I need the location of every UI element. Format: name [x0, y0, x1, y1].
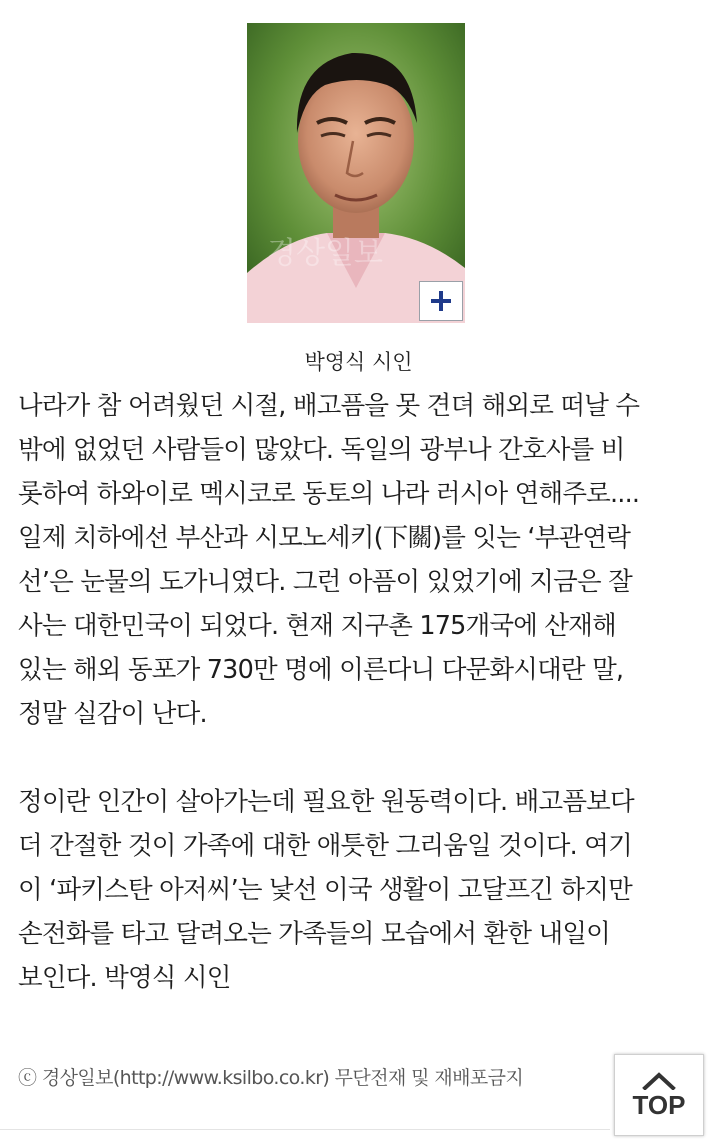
article-body — [18, 384, 708, 1000]
top-button-label: TOP — [632, 1090, 686, 1120]
photo-caption: 박영식 시인 — [304, 350, 413, 374]
portrait-image — [247, 23, 465, 323]
expand-photo-button[interactable] — [419, 281, 463, 321]
plus-icon — [430, 290, 452, 312]
chevron-up-icon — [642, 1072, 676, 1090]
footer-divider — [0, 1129, 610, 1130]
article-paragraph: 나라가 참 어려웠던 시절, 배고픔을 못 견뎌 해외로 떠날 수 밖에 없었던 사람들이 많았다. 독일의 광부나 간호사를 비 롯하여 하와이로 멕시코로 동토의 나라 러시아 연해주로.... 일제 치하에선 부산과 시모노세키(下關)를 잇는 ‘부관연락 선’은 눈물의 도가니였다. 그런 아픔이 있었기에 지금은 잘 사는 대한민국이 되었다. 현재 지구촌 175개국에 산재해 있는 해외 동포가 730만 명에 이른다니 다문화시대란 말, 정말 실감이 난다. — [18, 391, 640, 729]
copyright-notice: ⓒ 경상일보(http://www.ksilbo.co.kr) 무단전재 및 재배포금지 — [18, 1067, 524, 1089]
scroll-to-top-button[interactable] — [614, 1054, 704, 1136]
photo-watermark: 경상일보 — [267, 236, 383, 271]
article-photo[interactable] — [247, 23, 465, 323]
article-paragraph: 정이란 인간이 살아가는데 필요한 원동력이다. 배고픔보다 더 간절한 것이 가족에 대한 애틋한 그리움일 것이다. 여기 이 ‘파키스탄 아저씨’는 낯선 이국 생활이 고달프긴 하지만 손전화를 타고 달려오는 가족들의 모습에서 환한 내일이 보인다. 박영식 시인 — [18, 787, 634, 993]
